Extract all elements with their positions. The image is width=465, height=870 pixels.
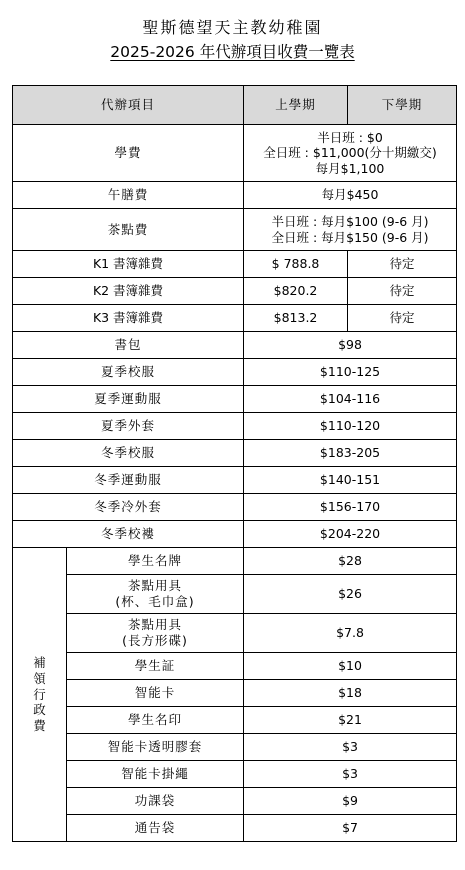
item-lunch: 午膳費 xyxy=(13,182,244,209)
item-winter-uniform: 冬季校服 xyxy=(13,440,244,467)
value-k3-first: $813.2 xyxy=(244,305,348,332)
item-snack: 茶點費 xyxy=(13,209,244,251)
value-name-badge: $28 xyxy=(244,548,457,575)
table-row-snack-utensils-plate xyxy=(13,614,457,653)
table-row-tuition xyxy=(13,125,457,182)
item-schoolbag: 書包 xyxy=(13,332,244,359)
value-k3-second: 待定 xyxy=(348,305,457,332)
value-k1-second: 待定 xyxy=(348,251,457,278)
fee-table xyxy=(12,85,457,842)
value-homework-bag: $9 xyxy=(244,788,457,815)
admin-label-char: 領 xyxy=(33,671,46,687)
value-winter-coat: $204-220 xyxy=(244,521,457,548)
table-row-snack-utensils-cup xyxy=(13,575,457,614)
snack-line-2: 全日班 : 每月$150 (9-6 月) xyxy=(271,229,429,245)
value-summer-jacket: $110-120 xyxy=(244,413,457,440)
item-snack-utensils-cup xyxy=(67,575,244,614)
item-notice-bag: 通告袋 xyxy=(67,815,244,842)
table-row-k2-books xyxy=(13,278,457,305)
table-header-row xyxy=(13,86,457,125)
value-snack-utensils-plate: $7.8 xyxy=(244,614,457,653)
item-homework-bag: 功課袋 xyxy=(67,788,244,815)
item-k2-books: K2 書簿雜費 xyxy=(13,278,244,305)
item-winter-sportswear: 冬季運動服 xyxy=(13,467,244,494)
table-row-snack xyxy=(13,209,457,251)
item-winter-jacket: 冬季冷外套 xyxy=(13,494,244,521)
item-snack-utensils-cup-line1: 茶點用具 xyxy=(128,578,183,594)
value-winter-sportswear: $140-151 xyxy=(244,467,457,494)
item-smart-card: 智能卡 xyxy=(67,680,244,707)
admin-label-char: 行 xyxy=(33,686,46,702)
item-summer-uniform: 夏季校服 xyxy=(13,359,244,386)
item-card-lanyard: 智能卡掛繩 xyxy=(67,761,244,788)
value-summer-uniform: $110-125 xyxy=(244,359,457,386)
value-lunch: 每月$450 xyxy=(244,182,457,209)
value-card-sleeve: $3 xyxy=(244,734,457,761)
table-row-card-lanyard xyxy=(13,761,457,788)
table-row-winter-coat xyxy=(13,521,457,548)
item-card-sleeve: 智能卡透明膠套 xyxy=(67,734,244,761)
value-snack-utensils-cup: $26 xyxy=(244,575,457,614)
value-k2-second: 待定 xyxy=(348,278,457,305)
value-card-lanyard: $3 xyxy=(244,761,457,788)
value-snack xyxy=(244,209,457,251)
table-row-homework-bag xyxy=(13,788,457,815)
value-winter-uniform: $183-205 xyxy=(244,440,457,467)
item-name-badge: 學生名牌 xyxy=(67,548,244,575)
item-snack-utensils-plate-line2: (長方形碟) xyxy=(122,633,188,648)
value-k1-first: $ 788.8 xyxy=(244,251,348,278)
item-student-card: 學生証 xyxy=(67,653,244,680)
table-row-winter-jacket xyxy=(13,494,457,521)
table-row-smart-card xyxy=(13,680,457,707)
value-name-stamp: $21 xyxy=(244,707,457,734)
header-second-term: 下學期 xyxy=(348,86,457,125)
snack-line-1: 半日班 : 每月$100 (9-6 月) xyxy=(271,213,429,229)
table-row-student-card xyxy=(13,653,457,680)
page-title xyxy=(0,40,465,62)
item-k1-books: K1 書簿雜費 xyxy=(13,251,244,278)
item-snack-utensils-cup-line2: (杯、毛巾盒) xyxy=(115,594,195,609)
admin-label-char: 政 xyxy=(33,702,46,718)
item-tuition: 學費 xyxy=(13,125,244,182)
table-row-lunch xyxy=(13,182,457,209)
tuition-line-1: 半日班 : $0 xyxy=(317,129,383,145)
item-snack-utensils-plate xyxy=(67,614,244,653)
table-row-summer-uniform xyxy=(13,359,457,386)
item-k3-books: K3 書簿雜費 xyxy=(13,305,244,332)
value-tuition xyxy=(244,125,457,182)
table-row-card-sleeve xyxy=(13,734,457,761)
value-smart-card: $18 xyxy=(244,680,457,707)
table-row-winter-sportswear xyxy=(13,467,457,494)
value-schoolbag: $98 xyxy=(244,332,457,359)
table-row-name-badge xyxy=(13,548,457,575)
value-k2-first: $820.2 xyxy=(244,278,348,305)
school-name: 聖斯德望天主教幼稚園 xyxy=(142,18,323,37)
table-row-summer-sportswear xyxy=(13,386,457,413)
table-row-name-stamp xyxy=(13,707,457,734)
item-summer-sportswear: 夏季運動服 xyxy=(13,386,244,413)
tuition-line-3: 每月$1,100 xyxy=(315,160,385,176)
page-title-text: 2025-2026 年代辦項目收費一覽表 xyxy=(110,43,355,61)
value-winter-jacket: $156-170 xyxy=(244,494,457,521)
header-first-term: 上學期 xyxy=(244,86,348,125)
admin-group-label xyxy=(13,548,67,842)
item-name-stamp: 學生名印 xyxy=(67,707,244,734)
table-row-winter-uniform xyxy=(13,440,457,467)
admin-label-char: 補 xyxy=(33,655,46,671)
item-summer-jacket: 夏季外套 xyxy=(13,413,244,440)
tuition-line-2: 全日班 : $11,000(分十期繳交) xyxy=(263,145,437,161)
value-summer-sportswear: $104-116 xyxy=(244,386,457,413)
value-student-card: $10 xyxy=(244,653,457,680)
table-row-k1-books xyxy=(13,251,457,278)
table-row-k3-books xyxy=(13,305,457,332)
admin-label-char: 費 xyxy=(33,717,46,733)
item-winter-coat: 冬季校褸 xyxy=(13,521,244,548)
table-row-schoolbag xyxy=(13,332,457,359)
value-notice-bag: $7 xyxy=(244,815,457,842)
table-row-notice-bag xyxy=(13,815,457,842)
item-snack-utensils-plate-line1: 茶點用具 xyxy=(128,617,183,633)
table-row-summer-jacket xyxy=(13,413,457,440)
header-item: 代辦項目 xyxy=(13,86,244,125)
